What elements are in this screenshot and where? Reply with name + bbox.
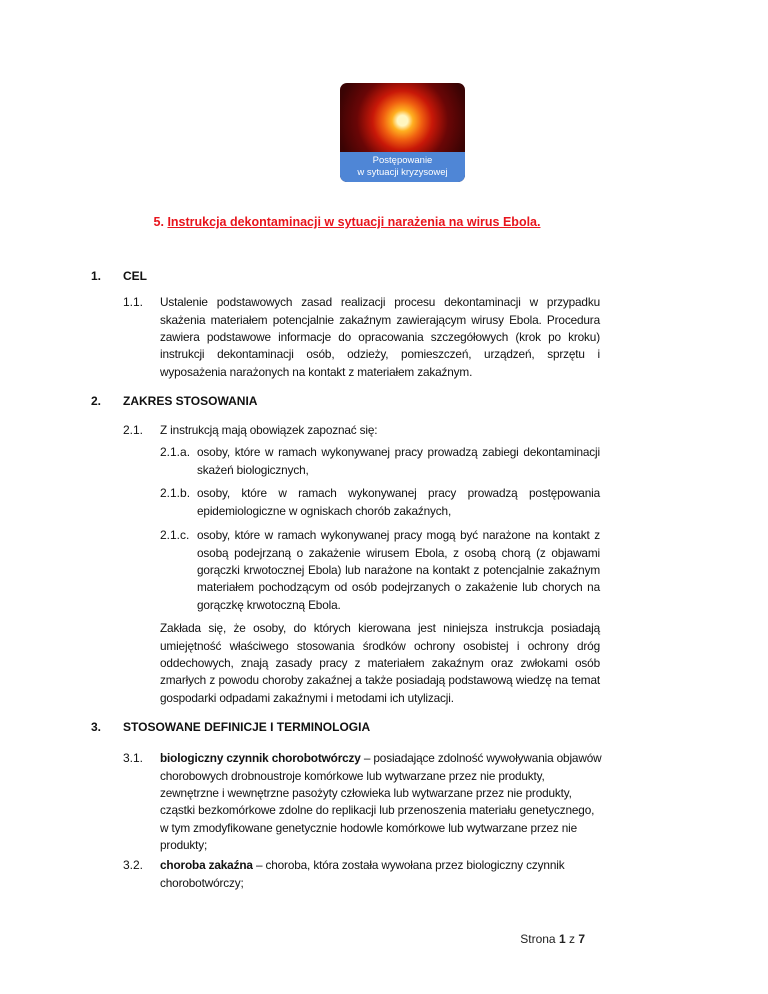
definition-text: – choroba, która została wywołana przez biologiczny czynnik bbox=[252, 858, 565, 873]
text-line: zewnętrzne i wewnętrzne pasożyty człowieka lub wytwarzane przez nie produkty, bbox=[160, 785, 572, 800]
paragraph-text bbox=[160, 620, 600, 706]
paragraph-text bbox=[197, 485, 600, 520]
text-line: gorączkę krwotoczną Ebola. bbox=[197, 597, 341, 612]
text-line: chorobowych drobnoustroje komórkowe lub wytwarzane przez nie produkty, bbox=[160, 768, 545, 783]
text-line: epidemiologiczne w ogniskach chorób zakaźnych, bbox=[197, 503, 452, 518]
section-heading: ZAKRES STOSOWANIA bbox=[123, 394, 258, 409]
page-of: z bbox=[568, 932, 575, 946]
paragraph-text bbox=[160, 422, 600, 439]
text-line: oddechowych, znają zasady pracy z materiałem zakaźnym oraz zwłokami osób bbox=[160, 655, 600, 670]
page-total: 7 bbox=[578, 932, 585, 946]
page-number: 1 bbox=[558, 932, 566, 946]
text-line: cząstki bezkomórkowe zdolne do replikacji lub przenoszenia materiału genetycznego, bbox=[160, 803, 595, 818]
title-text: Instrukcja dekontaminacji w sytuacji narażenia na wirus Ebola. bbox=[167, 215, 541, 229]
title-number: 5. bbox=[153, 215, 164, 229]
text-line bbox=[160, 750, 600, 767]
definition-text: – posiadające zdolność wywoływania objawów bbox=[360, 751, 602, 766]
text-line: produkty; bbox=[160, 837, 208, 852]
text-line: gospodarki odpadami zakaźnymi i metodami ich utylizacji. bbox=[160, 690, 454, 705]
page-footer bbox=[520, 932, 585, 946]
text-line: skażeń biologicznych, bbox=[197, 462, 309, 477]
text-line: Zakłada się, że osoby, do których kierowana jest niniejsza instrukcja posiadają bbox=[160, 621, 600, 636]
text-line: materiałem pochodzącym od osób podejrzanych o zakażenie lub chorych na bbox=[197, 580, 600, 595]
paragraph-number: 3.2. bbox=[123, 858, 144, 873]
text-line: gorączki krwotocznej Ebola) lub narażone na kontakt z potencjalnie zakaźnym bbox=[197, 562, 600, 577]
text-line: Z instrukcją mają obowiązek zapoznać się: bbox=[160, 423, 378, 438]
defined-term: biologiczny czynnik chorobotwórczy bbox=[160, 751, 361, 766]
text-line: zawiera podstawowe informacje do opracowania szczegółowych (krok po kroku) bbox=[160, 329, 600, 344]
text-line: osoby, które w ramach wykonywanej pracy prowadzą zabiegi dekontaminacji bbox=[197, 445, 600, 460]
paragraph-number: 3.1. bbox=[123, 751, 144, 766]
page-label: Strona bbox=[520, 932, 556, 946]
text-line: w tym zmodyfikowane genetycznie hodowle komórkowe lub wytwarzane przez nie bbox=[160, 820, 578, 835]
paragraph-text bbox=[160, 294, 600, 380]
paragraph-number: 2.1.a. bbox=[160, 445, 191, 460]
text-line: chorobotwórczy; bbox=[160, 875, 244, 890]
section-number: 2. bbox=[91, 394, 102, 409]
text-line bbox=[160, 857, 600, 874]
paragraph-text bbox=[197, 444, 600, 479]
document-title bbox=[0, 215, 694, 229]
paragraph-text bbox=[197, 527, 600, 613]
section-heading: CEL bbox=[123, 269, 147, 284]
paragraph-number: 1.1. bbox=[123, 295, 144, 310]
logo-caption bbox=[340, 152, 465, 182]
text-line: osoby, które w ramach wykonywanej pracy prowadzą postępowania bbox=[197, 486, 600, 501]
crisis-management-logo bbox=[340, 83, 465, 182]
logo-caption-line: w sytuacji kryzysowej bbox=[357, 167, 448, 178]
paragraph-text bbox=[160, 857, 600, 892]
text-line: instrukcji dekontaminacji osób, odzieży, pomieszczeń, urządzeń, sprzętu i bbox=[160, 347, 600, 362]
section-heading: STOSOWANE DEFINICJE I TERMINOLOGIA bbox=[123, 720, 371, 735]
text-line: osobą podejrzaną o zakażenie wirusem Ebola, z osobą chorą (z objawami bbox=[197, 545, 600, 560]
paragraph-number: 2.1. bbox=[123, 423, 144, 438]
text-line: skażenia materiałem potencjalnie zakaźnym zawierającym wirusy Ebola. Procedura bbox=[160, 312, 600, 327]
section-number: 1. bbox=[91, 269, 102, 284]
text-line: wyposażenia narażonych na kontakt z materiałem zakaźnym. bbox=[160, 364, 473, 379]
section-number: 3. bbox=[91, 720, 102, 735]
paragraph-text bbox=[160, 750, 600, 854]
text-line: umiejętność właściwego stosowania środków ochrony osobistej i ochrony dróg bbox=[160, 638, 600, 653]
paragraph-number: 2.1.c. bbox=[160, 528, 190, 543]
defined-term: choroba zakaźna bbox=[160, 858, 253, 873]
text-line: Ustalenie podstawowych zasad realizacji procesu dekontaminacji w przypadku bbox=[160, 295, 600, 310]
paragraph-number: 2.1.b. bbox=[160, 486, 191, 501]
text-line: zmarłych z powodu choroby zakaźnej a także posiadają podstawową wiedzę na temat bbox=[160, 673, 600, 688]
text-line: osoby, które w ramach wykonywanej pracy mogą być narażone na kontakt z bbox=[197, 528, 600, 543]
logo-caption-line: Postępowanie bbox=[372, 155, 433, 166]
